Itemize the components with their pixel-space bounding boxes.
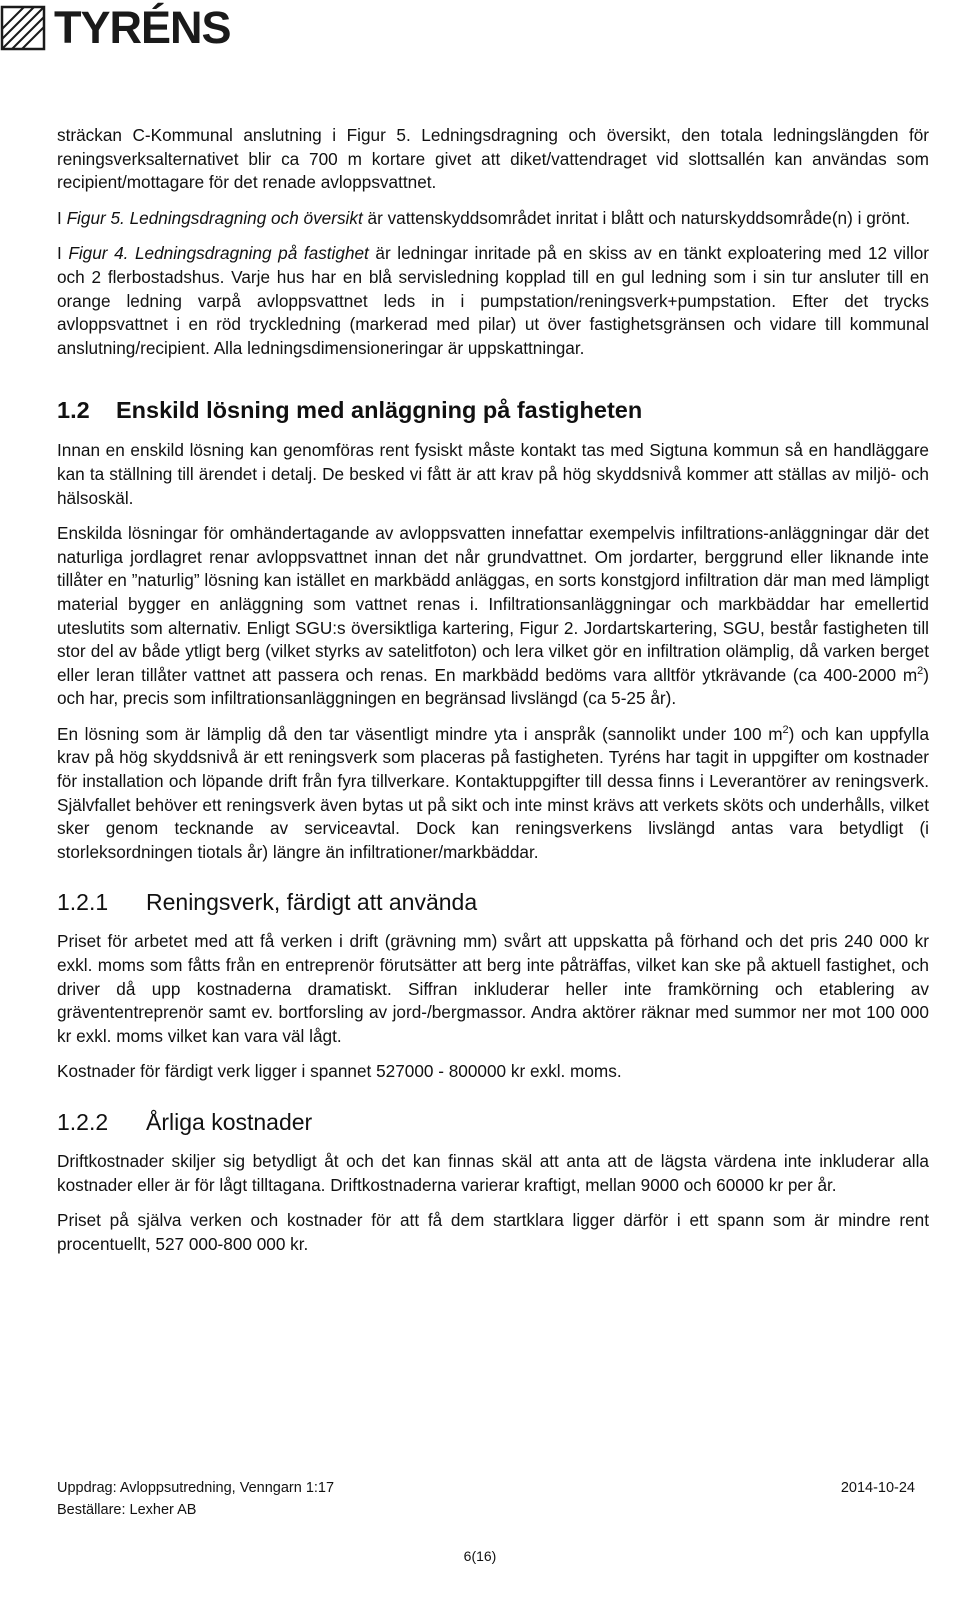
paragraph: Priset på själva verken och kostnader för att få dem startklara ligger därför i ett spann som är mindre rent procentuellt, 527 000-800 000 kr. [57,1210,929,1254]
section-title: Enskild lösning med anläggning på fastigheten [116,397,643,424]
paragraph [57,242,929,360]
text-run: ) och har, precis som infiltrationsanläggningen en begränsad livslängd (ca 5-25 år). [57,664,929,709]
page-number: 6(16) [463,1548,497,1564]
paragraph [57,522,929,711]
text-run: är ledningar inritade på en skiss av en tänkt exploatering med 12 villor och 2 flerbostadshus. Varje hus har en blå servisledning kopplad till en gul ledning som i sin tur ansluter till en orange ledning varpå avloppsvattnet leds in i pumpstation/reningsverk+pumpstation. Efter det trycks avloppsvattnet i en röd tryckledning (markerad med pilar) ut över fastighetsgränsen och vidare till kommunal anslutning/recipient. Alla ledningsdimensioneringar är uppskattningar. [57,243,929,358]
footer-client: Beställare: Lexher AB [57,1502,197,1518]
company-logo [0,4,231,52]
figure-reference: Figur 4. Ledningsdragning på fastighet [68,243,369,264]
footer-assignment: Uppdrag: Avloppsutredning, Venngarn 1:17 [57,1480,335,1496]
section-number: 1.2.2 [57,1109,109,1135]
subsection-heading [57,888,929,916]
paragraph: Priset för arbetet med att få verken i drift (grävning mm) svårt att uppskatta på förhand och det pris 240 000 kr exkl. moms som fåtts från en entreprenör förutsätter att berg inte påträffas, vilket kan ske på aktuell fastighet, och driver då upp kostnaderna dramatiskt. Siffran inkluderar heller inte framkörning och etablering av grävententreprenör samt ev. bortforsling av jord-/bergmassor. Andra aktörer räknar med summor ner mot 100 000 kr exkl. moms vilket kan vara väl lågt. [57,931,929,1046]
paragraph [57,207,929,231]
section-heading [57,396,929,424]
footer-date: 2014-10-24 [840,1480,915,1496]
figure-reference: Figur 5. Ledningsdragning och översikt [66,207,363,228]
text-run: I [57,207,67,228]
text-run: I [57,243,69,264]
tyrens-logo-icon [0,5,46,51]
subsection-heading [57,1108,929,1136]
logo-text: TYRÉNS [54,2,231,53]
page-footer [57,1480,915,1518]
text-run: ) och kan uppfylla krav på hög skyddsnivå är ett reningsverk som placeras på fastigheten. Tyréns har tagit in uppgifter om kostnader för installation och löpande drift från fyra tillverkare. Kontaktuppgifter till dessa finns i Leverantörer av reningsverk. Självfallet behöver ett reningsverk även bytas ut på sikt och inte minst krävs att verkets sköts och underhålls, vilket sker genom tecknande av serviceavtal. Dock kan reningsverkens livslängd antas vara betydligt (i storleksordningen tiotals år) längre än infiltrationer/markbäddar. [57,723,930,862]
section-number: 1.2 [57,397,90,424]
paragraph [57,723,929,865]
document-body [57,124,929,1256]
section-title: Årliga kostnader [146,1109,313,1135]
text-run: Enskilda lösningar för omhändertagande av avloppsvatten innefattar exempelvis infiltrations-anläggningar där det naturliga jordlagret renar avloppsvattnet innan det når grundvattnet. Om jordarter, berggrund eller liknande inte tillåter en ”naturlig” lösning kan istället en markbädd anläggas, en sorts konstgjord infiltration där man med lämpligt material bygger en anläggning som vattnet renas i. Infiltrationsanläggningar och markbäddar har emellertid uteslutits som alternativ. Enligt SGU:s översiktliga kartering, Figur 2. Jordartskartering, SGU, består fastigheten till stor del av både ytligt berg (vilket styrks av satelitfoton) och lera vilket gör en infiltration olämplig, då varken berget eller leran tillåter vattnet att passera och renas. En markbädd bedöms vara alltför ytkrävande (ca 400-2000 m [57,523,929,685]
text-run: En lösning som är lämplig då den tar väsentligt mindre yta i anspråk (sannolikt under 100 m [57,723,783,744]
text-run: är vattenskyddsområdet inritat i blått och naturskyddsområde(n) i grönt. [362,207,911,228]
paragraph: sträckan C-Kommunal anslutning i Figur 5. Ledningsdragning och översikt, den totala ledningslängden för reningsverksalternativet blir ca 700 m kortare givet att diket/vattendraget vid slottsallén kan användas som recipient/mottagare för det renade avloppsvattnet. [57,125,929,193]
paragraph: Innan en enskild lösning kan genomföras rent fysiskt måste kontakt tas med Sigtuna kommun så en handläggare kan ta ställning till ärendet i detalj. De besked vi fått är att krav på hög skyddsnivå kommer att ställas av miljö- och hälsoskäl. [57,440,929,508]
superscript: 2 [917,664,924,677]
superscript: 2 [782,723,789,736]
paragraph: Driftkostnader skiljer sig betydligt åt och det kan finnas skäl att anta att de lägsta värdena inte inkluderar alla kostnader eller är för lågt tilltagana. Driftkostnaderna varierar kraftigt, mellan 9000 och 60000 kr per år. [57,1151,929,1195]
section-number: 1.2.1 [57,889,109,916]
section-title: Reningsverk, färdigt att använda [146,889,478,916]
paragraph: Kostnader för färdigt verk ligger i spannet 527000 - 800000 kr exkl. moms. [57,1061,622,1082]
